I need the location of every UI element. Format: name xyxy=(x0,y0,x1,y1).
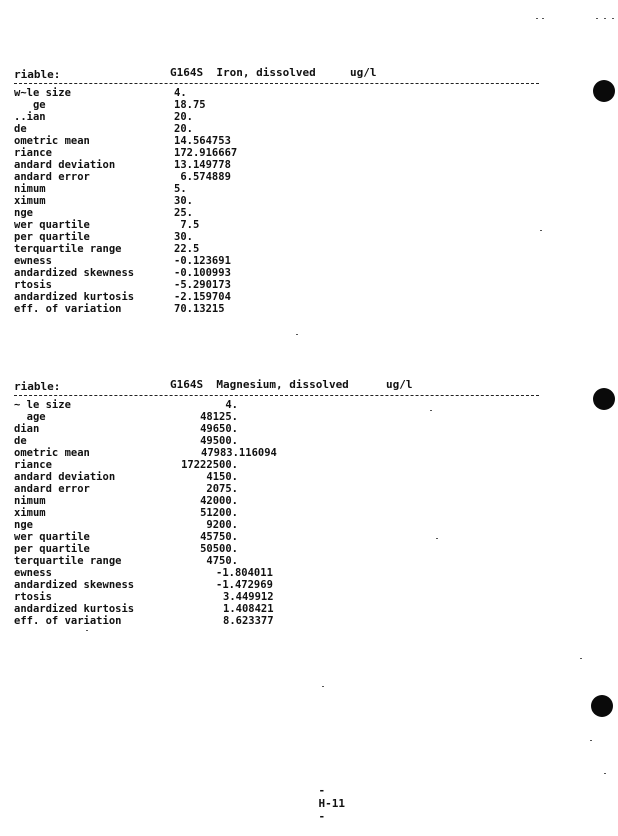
stat-value: 3.449912 xyxy=(223,591,274,603)
stat-label: ewness xyxy=(14,255,52,267)
stat-value: 51200. xyxy=(200,507,238,519)
stat-value: 18.75 xyxy=(174,99,206,111)
stat-label: age xyxy=(14,411,46,423)
stat-label: wer quartile xyxy=(14,219,90,231)
stat-label: nimum xyxy=(14,495,46,507)
footer-dash: - xyxy=(318,784,326,797)
stat-label: andardized kurtosis xyxy=(14,603,135,615)
dashed-rule xyxy=(14,395,539,396)
stat-value: 20. xyxy=(174,111,193,123)
stat-row xyxy=(14,147,544,159)
stat-row xyxy=(14,267,544,279)
stat-row xyxy=(14,459,544,471)
stat-value: 47983.116094 xyxy=(201,447,277,459)
stat-label: ometric mean xyxy=(14,447,90,459)
page-footer xyxy=(292,771,345,836)
stat-label: riance xyxy=(14,459,52,471)
stat-row xyxy=(14,399,544,411)
stat-value: 5. xyxy=(174,183,187,195)
stat-value: 4150. xyxy=(206,471,238,483)
stat-value: 30. xyxy=(174,195,193,207)
stat-value: 1.408421 xyxy=(223,603,274,615)
stat-value: -5.290173 xyxy=(174,279,231,291)
stat-value: 4. xyxy=(225,399,238,411)
variable-name: G164S Iron, dissolved xyxy=(170,66,316,79)
block-header xyxy=(14,378,544,394)
stats-rows xyxy=(14,399,544,627)
stat-row xyxy=(14,507,544,519)
stat-label: andardized kurtosis xyxy=(14,291,135,303)
stat-row xyxy=(14,567,544,579)
punch-hole xyxy=(591,695,613,717)
stat-value: 50500. xyxy=(200,543,238,555)
stat-row xyxy=(14,243,544,255)
stat-value: 13.149778 xyxy=(174,159,231,171)
stat-label: de xyxy=(14,123,27,135)
stat-label: per quartile xyxy=(14,543,90,555)
stat-row xyxy=(14,171,544,183)
stat-label: andardized skewness xyxy=(14,579,135,591)
stat-label: andard error xyxy=(14,483,90,495)
stat-value: 2075. xyxy=(206,483,238,495)
stat-row xyxy=(14,495,544,507)
stat-row xyxy=(14,207,544,219)
stat-label: wer quartile xyxy=(14,531,90,543)
stat-row xyxy=(14,591,544,603)
stats-block-iron xyxy=(14,66,544,315)
stat-row xyxy=(14,219,544,231)
stat-row xyxy=(14,111,544,123)
footer-dash: - xyxy=(318,810,326,823)
stat-value: 4750. xyxy=(206,555,238,567)
stat-row xyxy=(14,555,544,567)
stats-rows xyxy=(14,87,544,315)
page-number: H-11 xyxy=(318,797,345,810)
stat-label: ewness xyxy=(14,567,52,579)
stat-label: ximum xyxy=(14,195,46,207)
stat-row xyxy=(14,519,544,531)
punch-hole xyxy=(593,80,615,102)
variable-label: riable: xyxy=(14,68,61,81)
stat-value: 30. xyxy=(174,231,193,243)
stat-row xyxy=(14,99,544,111)
stat-label: andardized skewness xyxy=(14,267,135,279)
stat-value: 9200. xyxy=(206,519,238,531)
stat-value: 70.13215 xyxy=(174,303,225,315)
scan-speck xyxy=(596,18,598,19)
stat-value: -2.159704 xyxy=(174,291,231,303)
stat-value: 45750. xyxy=(200,531,238,543)
stat-label: andard deviation xyxy=(14,471,116,483)
stat-label: rtosis xyxy=(14,591,52,603)
stat-label: terquartile range xyxy=(14,555,122,567)
variable-label: riable: xyxy=(14,380,61,393)
stat-value: 48125. xyxy=(200,411,238,423)
stat-value: -0.100993 xyxy=(174,267,231,279)
stat-label: terquartile range xyxy=(14,243,122,255)
stat-value: 17222500. xyxy=(181,459,238,471)
stat-label: nimum xyxy=(14,183,46,195)
stat-label: per quartile xyxy=(14,231,90,243)
stat-value: 14.564753 xyxy=(174,135,231,147)
punch-hole xyxy=(593,388,615,410)
scan-speck xyxy=(86,630,88,631)
scan-speck xyxy=(296,334,298,335)
scan-speck xyxy=(436,538,438,539)
stat-row xyxy=(14,291,544,303)
stat-value: -0.123691 xyxy=(174,255,231,267)
stat-label: nge xyxy=(14,519,33,531)
scan-speck xyxy=(604,18,606,19)
variable-unit: ug/l xyxy=(350,66,377,79)
stat-row xyxy=(14,423,544,435)
stat-value: 49650. xyxy=(200,423,238,435)
stat-row xyxy=(14,603,544,615)
stat-value: 22.5 xyxy=(174,243,200,255)
dashed-rule xyxy=(14,83,539,84)
stat-value: 6.574889 xyxy=(174,171,231,183)
stat-label: ..ian xyxy=(14,111,46,123)
stat-label: nge xyxy=(14,207,33,219)
stat-row xyxy=(14,87,544,99)
stat-label: dian xyxy=(14,423,40,435)
stat-label: ~ le size xyxy=(14,399,71,411)
scan-speck xyxy=(430,410,432,411)
stat-label: w~le size xyxy=(14,87,71,99)
stat-row xyxy=(14,531,544,543)
stat-value: 8.623377 xyxy=(223,615,274,627)
stat-label: ometric mean xyxy=(14,135,90,147)
stat-label: ximum xyxy=(14,507,46,519)
stat-value: 42000. xyxy=(200,495,238,507)
stat-row xyxy=(14,135,544,147)
stat-row xyxy=(14,195,544,207)
stat-row xyxy=(14,483,544,495)
stat-row xyxy=(14,411,544,423)
stat-row xyxy=(14,303,544,315)
stat-value: -1.472969 xyxy=(216,579,273,591)
stat-label: andard deviation xyxy=(14,159,116,171)
scan-speck xyxy=(322,686,324,687)
stat-row xyxy=(14,579,544,591)
scan-speck xyxy=(580,658,582,659)
stat-row xyxy=(14,159,544,171)
stat-value: 20. xyxy=(174,123,193,135)
scan-speck xyxy=(542,18,544,19)
stat-value: 7.5 xyxy=(174,219,200,231)
scan-speck xyxy=(612,18,614,19)
scan-speck xyxy=(536,18,538,19)
stat-label: eff. of variation xyxy=(14,615,122,627)
stat-value: -1.804011 xyxy=(216,567,273,579)
stat-row xyxy=(14,123,544,135)
stat-value: 172.916667 xyxy=(174,147,238,159)
stat-label: de xyxy=(14,435,27,447)
variable-name: G164S Magnesium, dissolved xyxy=(170,378,349,391)
scan-speck xyxy=(590,740,592,741)
stats-block-magnesium xyxy=(14,378,544,627)
scan-speck xyxy=(604,773,606,774)
stat-label: ge xyxy=(14,99,46,111)
block-header xyxy=(14,66,544,82)
stat-row xyxy=(14,183,544,195)
scan-speck xyxy=(540,230,542,231)
stat-value: 4. xyxy=(174,87,187,99)
stat-row xyxy=(14,543,544,555)
stat-label: eff. of variation xyxy=(14,303,122,315)
stat-value: 49500. xyxy=(200,435,238,447)
stat-label: andard error xyxy=(14,171,90,183)
stat-value: 25. xyxy=(174,207,193,219)
stat-row xyxy=(14,447,544,459)
stat-row xyxy=(14,231,544,243)
stat-label: riance xyxy=(14,147,52,159)
stat-row xyxy=(14,255,544,267)
stat-row xyxy=(14,615,544,627)
stat-row xyxy=(14,435,544,447)
variable-unit: ug/l xyxy=(386,378,413,391)
stat-row xyxy=(14,279,544,291)
stat-label: rtosis xyxy=(14,279,52,291)
stat-row xyxy=(14,471,544,483)
